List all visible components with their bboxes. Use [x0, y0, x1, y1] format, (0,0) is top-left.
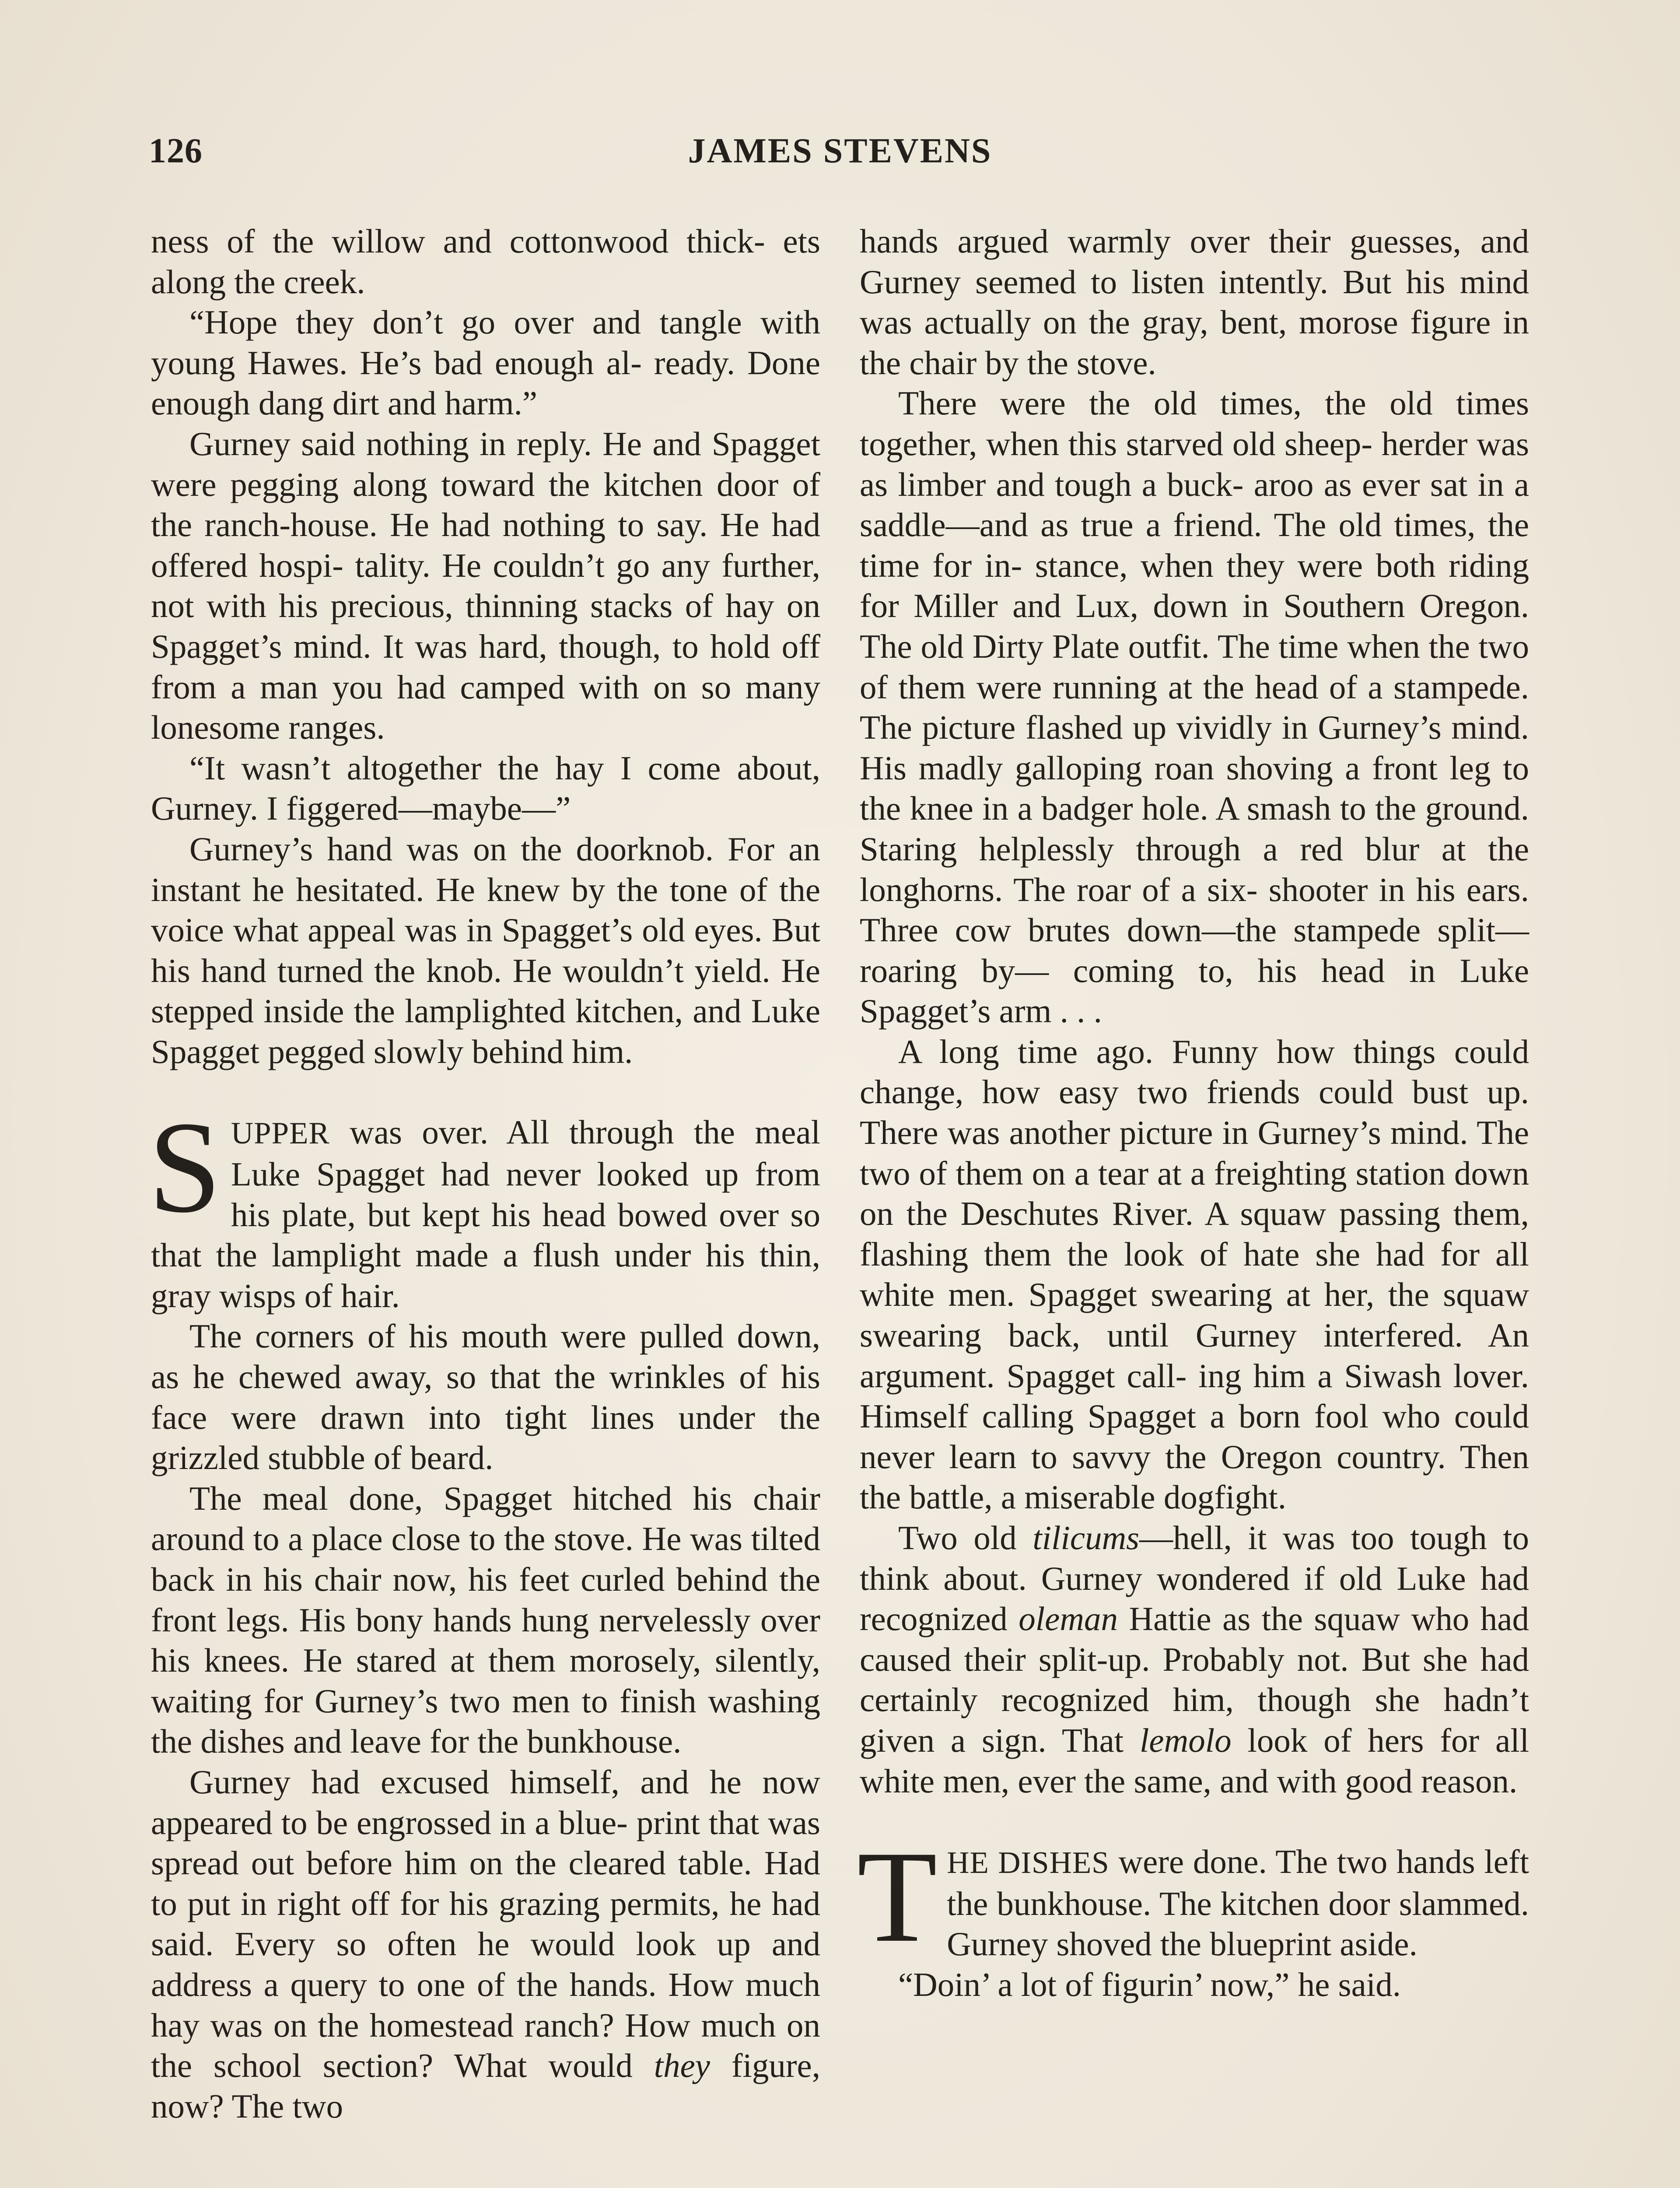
lead-in-smallcaps: UPPER [231, 1116, 330, 1151]
paragraph [151, 1762, 820, 2126]
paragraph: ness of the willow and cottonwood thick- ets along the creek. [151, 222, 820, 301]
paragraph: Gurney said nothing in reply. He and Spagget were pegging along toward the kitchen door of the ranch-house. He had nothing to say. He had offered hospi- tality. He couldn’t go any further, not with his precious, thinning stacks of hay on Spagget’s mind. It was hard, though, to hold off from a man you had camped with on so many lonesome ranges. [151, 424, 820, 747]
paragraph: The meal done, Spagget hitched his chair around to a place close to the stove. He was tilted back in his chair now, his feet curled behind the front legs. His bony hands hung nervelessly over his knees. He stared at them morosely, silently, waiting for Gurney’s two men to finish washing the dishes and leave for the bunkhouse. [151, 1479, 820, 1760]
page-number: 126 [149, 132, 203, 170]
paragraph: A long time ago. Funny how things could change, how easy two friends could bust up. There was another picture in Gurney’s mind. The two of them on a tear at a freighting station down on the Deschutes River. A squaw passing them, flashing them the look of hate she had for all white men. Spagget swearing at her, the squaw swearing back, until Gurney interfered. An argument. Spagget call- ing him a Siwash lover. Himself calling Spagget a born fool who could never learn to savvy the Oregon country. Then the battle, a miserable dogfight. [860, 1032, 1529, 1516]
paragraph-text: Two old [898, 1519, 1033, 1557]
paragraph [860, 1518, 1529, 1801]
running-head: JAMES STEVENS [688, 132, 992, 170]
paragraph-text: were done. The two hands left the bunkhouse. The kitchen door slammed. Gurney shoved the blueprint aside. [947, 1843, 1530, 1963]
paragraph: “It wasn’t altogether the hay I come about, Gurney. I figgered—maybe—” [151, 749, 820, 828]
section-paragraph [857, 1824, 1530, 1970]
paragraph-text: Gurney had excused himself, and he now appeared to be engrossed in a blue- print that was spread out before him on the cleared table. Had to put in right off for his grazing permits, he had said. Every so often he would look up and address a query to one of the hands. How much hay was on the homestead ranch? How much on the school section? What would [151, 1763, 820, 2085]
paragraph: hands argued warmly over their guesses, and Gurney seemed to listen intently. But his mind was actually on the gray, bent, morose figure in the chair by the stove. [860, 222, 1529, 382]
paragraph: The corners of his mouth were pulled down, as he chewed away, so that the wrinkles of his face were drawn into tight lines under the grizzled stubble of beard. [151, 1317, 820, 1477]
paragraph-text: was over. All through the meal Luke Spagget had never looked up from his plate, but kept his head bowed over so that the lamplight made a flush under his thin, gray wisps of hair. [151, 1113, 820, 1315]
right-column [857, 221, 1530, 2005]
paragraph-text: look of hers for all white men, ever the same, and with good reason. [860, 1721, 1529, 1800]
italic-word: oleman [1018, 1600, 1118, 1638]
paragraph-text: figure, now? The two [151, 2047, 820, 2125]
paragraph-text: Hattie as the squaw who had caused their split-up. Probably not. But she had certainly recognized him, though she hadn’t given a sign. That [860, 1600, 1529, 1759]
italic-word: lemolo [1140, 1721, 1232, 1759]
lead-in-smallcaps: HE DISHES [947, 1846, 1110, 1880]
drop-cap: T [857, 1824, 938, 1970]
section-paragraph [148, 1094, 820, 1316]
paragraph: “Hope they don’t go over and tangle with young Hawes. He’s bad enough al- ready. Done enough dang dirt and harm.” [151, 303, 820, 422]
paragraph-text: —hell, it was too tough to think about. Gurney wondered if old Luke had recognized [860, 1519, 1529, 1638]
drop-cap: S [148, 1094, 221, 1240]
italic-word: tilicums [1032, 1519, 1140, 1557]
paragraph: Gurney’s hand was on the doorknob. For an instant he hesitated. He knew by the tone of the voice what appeal was in Spagget’s old eyes. But his hand turned the knob. He wouldn’t yield. He stepped inside the lamplighted kitchen, and Luke Spagget pegged slowly behind him. [151, 830, 820, 1070]
left-column [148, 221, 820, 2126]
paragraph: “Doin’ a lot of figurin’ now,” he said. [898, 1965, 1401, 2003]
italic-word: they [654, 2047, 710, 2085]
paragraph: There were the old times, the old times together, when this starved old sheep- herder was as limber and tough a buck- aroo as ever sat in a saddle—and as true a friend. The old times, the time for in- stance, when they were both riding for Miller and Lux, down in Southern Oregon. The old Dirty Plate outfit. The time when the two of them were running at the head of a stampede. The picture flashed up vividly in Gurney’s mind. His madly galloping roan shoving a front leg to the knee in a badger hole. A smash to the ground. Staring helplessly through a red blur at the longhorns. The roar of a six- shooter in his ears. Three cow brutes down—the stampede split—roaring by— coming to, his head in Luke Spagget’s arm . . . [860, 384, 1529, 1030]
